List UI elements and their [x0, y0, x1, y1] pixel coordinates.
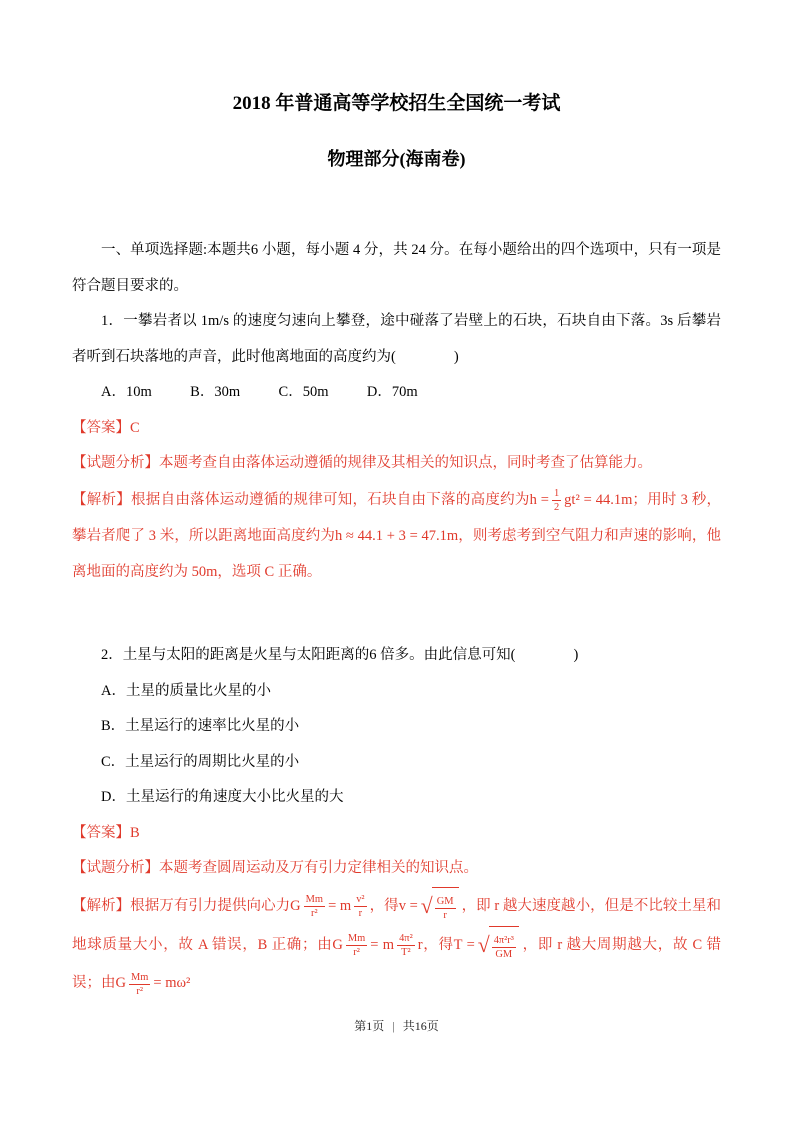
total-pages: 共16页: [402, 1019, 439, 1033]
page-footer: [0, 1017, 793, 1034]
question-2-option-c: C．土星运行的周期比火星的小: [101, 753, 300, 770]
fraction: $\frac{\text{4π²r³}}{GM}$: [493, 935, 514, 961]
document-subtitle: 物理部分(海南卷): [327, 149, 466, 169]
question-2-analysis: 【试题分析】本题考查圆周运动及万有引力定律相关的知识点。: [72, 860, 478, 877]
question-1-option-a: A．10m: [101, 384, 152, 401]
question-1-options: [72, 375, 721, 411]
question-1-answer: 【答案】C: [72, 419, 140, 436]
fraction: $\frac{1}{2}$: [553, 487, 560, 513]
question-2-stem: 2．土星与太阳的距离是火星与太阳距离的6 倍多。由此信息可知( ): [101, 647, 579, 664]
footer-separator: |: [392, 1019, 395, 1033]
question-1-stem: 1．一攀岩者以 1m/s 的速度匀速向上攀登，途中碰落了岩壁上的石块，石块自由下落。3s 后攀岩者听到石块落地的声音，此时他离地面的高度约为( ): [72, 313, 721, 365]
fraction: $\frac{GM}{r}$: [436, 896, 454, 922]
square-root: √ $\frac{GM}{r}$: [421, 887, 459, 926]
question-2: [72, 638, 721, 1001]
page-number: 第1页: [354, 1019, 385, 1033]
question-2-option-d: D．土星运行的角速度大小比火星的大: [101, 789, 344, 806]
fraction: $\frac{\text{4π²}}{\text{T²}}$: [399, 933, 413, 959]
fraction: $\frac{Mm}{\text{r²}}$: [305, 894, 324, 920]
section-instructions: 一、单项选择题:本题共6 小题，每小题 4 分，共 24 分。在每小题给出的四个选项中，只有一项是符合题目要求的。: [72, 242, 721, 294]
question-1-option-b: B．30m: [190, 384, 241, 401]
document-title: 2018 年普通高等学校招生全国统一考试: [232, 93, 561, 114]
question-1-analysis: 【试题分析】本题考查自由落体运动遵循的规律及其相关的知识点，同时考查了估算能力。: [72, 455, 652, 472]
question-2-explanation: 【解析】根据万有引力提供向心力G $\frac{Mm}{\text{r²}}$ = m $\frac{\text{v²}}{r}$ ，得v = √ $\frac{GM}{r}$ ，即 r 越大速度越小，但是不比较土星和地球质量大小，故 A 错误，B 正确；由G $\frac{Mm}{\text{r²}}$ = m $\frac{\text{4π²}}{\text{T²}}$ r，得T = √ $\frac{\text{4π²r³}}{GM}$ ，即 r 越大周期越大，故 C 错误；由G $\frac{Mm}{\text{r²}}$ = mω²: [72, 887, 721, 1002]
question-2-answer: 【答案】B: [72, 824, 140, 841]
square-root: √ $\frac{\text{4π²r³}}{GM}$: [478, 926, 519, 965]
fraction: $\frac{\text{v²}}{r}$: [356, 894, 365, 920]
question-1: [72, 304, 721, 590]
question-1-option-c: C．50m: [278, 384, 329, 401]
question-1-explanation: 【解析】根据自由落体运动遵循的规律可知，石块自由下落的高度约为h = $\frac{1}{2}$ gt² = 44.1m；用时 3 秒，攀岩者爬了 3 米，所以距离地面高度约为h ≈ 44.1 + 3 = 47.1m，则考虑考到空气阻力和声速的影响，他离地面的高度约为 50m，选项 C 正确。: [72, 487, 721, 581]
fraction: $\frac{Mm}{\text{r²}}$: [130, 971, 149, 997]
fraction: $\frac{Mm}{\text{r²}}$: [347, 933, 366, 959]
question-1-option-d: D．70m: [366, 384, 418, 401]
question-2-option-b: B．土星运行的速率比火星的小: [101, 718, 300, 735]
question-2-option-a: A．土星的质量比火星的小: [101, 682, 271, 699]
